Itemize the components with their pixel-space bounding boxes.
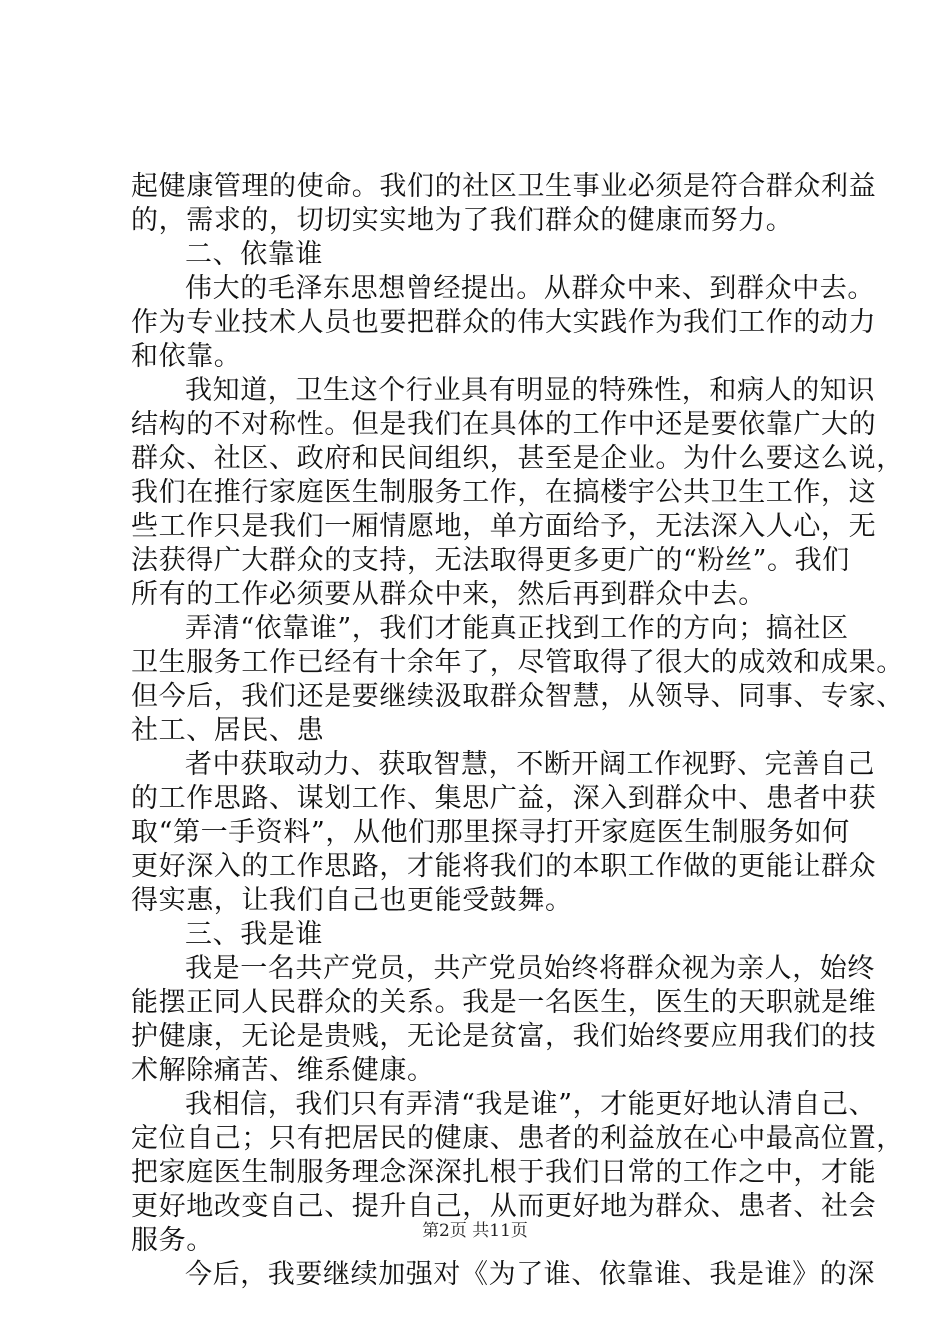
text-line: 二、依靠谁	[185, 239, 323, 270]
text-line: 伟大的毛泽东思想曾经提出。从群众中来、到群众中去。	[185, 273, 875, 304]
text-line: 作为专业技术人员也要把群众的伟大实践作为我们工作的动力	[131, 307, 877, 338]
text-line: 我们在推行家庭医生制服务工作，在搞楼宇公共卫生工作，这	[131, 477, 877, 508]
text-line: 的工作思路、谋划工作、集思广益，深入到群众中、患者中获	[131, 783, 877, 814]
document-body	[131, 170, 904, 1292]
text-line: 更好地改变自己、提升自己，从而更好地为群众、患者、社会	[131, 1191, 877, 1222]
text-line: 群众、社区、政府和民间组织，甚至是企业。为什么要这么说，	[131, 443, 904, 474]
text-line: 术解除痛苦、维系健康。	[131, 1055, 435, 1086]
text-line: 我是一名共产党员，共产党员始终将群众视为亲人，始终	[185, 953, 875, 984]
text-line: 所有的工作必须要从群众中来，然后再到群众中去。	[131, 579, 766, 610]
text-line: 的，需求的，切切实实地为了我们群众的健康而努力。	[131, 205, 794, 236]
page-footer: 第2页 共11页	[422, 1221, 528, 1241]
text-line: 今后，我要继续加强对《为了谁、依靠谁、我是谁》的深	[185, 1259, 875, 1290]
text-line: 和依靠。	[131, 341, 242, 372]
text-line: 能摆正同人民群众的关系。我是一名医生，医生的天职就是维	[131, 987, 877, 1018]
text-line: 法获得广大群众的支持，无法取得更多更广的“粉丝”。我们	[131, 545, 850, 576]
text-line: 但今后，我们还是要继续汲取群众智慧，从领导、同事、专家、	[131, 681, 904, 712]
text-line: 把家庭医生制服务理念深深扎根于我们日常的工作之中，才能	[131, 1157, 877, 1188]
text-line: 起健康管理的使命。我们的社区卫生事业必须是符合群众利益	[131, 171, 877, 202]
text-line: 者中获取动力、获取智慧，不断开阔工作视野、完善自己	[185, 749, 875, 780]
text-line: 得实惠，让我们自己也更能受鼓舞。	[131, 885, 573, 916]
text-line: 卫生服务工作已经有十余年了，尽管取得了很大的成效和成果。	[131, 647, 904, 678]
text-line: 我知道，卫生这个行业具有明显的特殊性，和病人的知识	[185, 375, 875, 406]
text-line: 些工作只是我们一厢情愿地，单方面给予，无法深入人心，无	[131, 511, 877, 542]
text-line: 社工、居民、患	[131, 715, 325, 746]
text-line: 定位自己；只有把居民的健康、患者的利益放在心中最高位置，	[131, 1123, 904, 1154]
text-line: 取“第一手资料”，从他们那里探寻打开家庭医生制服务如何	[131, 817, 850, 848]
text-line: 三、我是谁	[185, 919, 323, 950]
text-line: 服务。	[131, 1225, 214, 1256]
text-line: 我相信，我们只有弄清“我是谁”，才能更好地认清自己、	[185, 1089, 877, 1120]
text-line: 护健康，无论是贵贱，无论是贫富，我们始终要应用我们的技	[131, 1021, 877, 1052]
text-line: 结构的不对称性。但是我们在具体的工作中还是要依靠广大的	[131, 409, 877, 440]
text-line: 弄清“依靠谁”，我们才能真正找到工作的方向；搞社区	[185, 613, 849, 644]
text-line: 更好深入的工作思路，才能将我们的本职工作做的更能让群众	[131, 851, 877, 882]
